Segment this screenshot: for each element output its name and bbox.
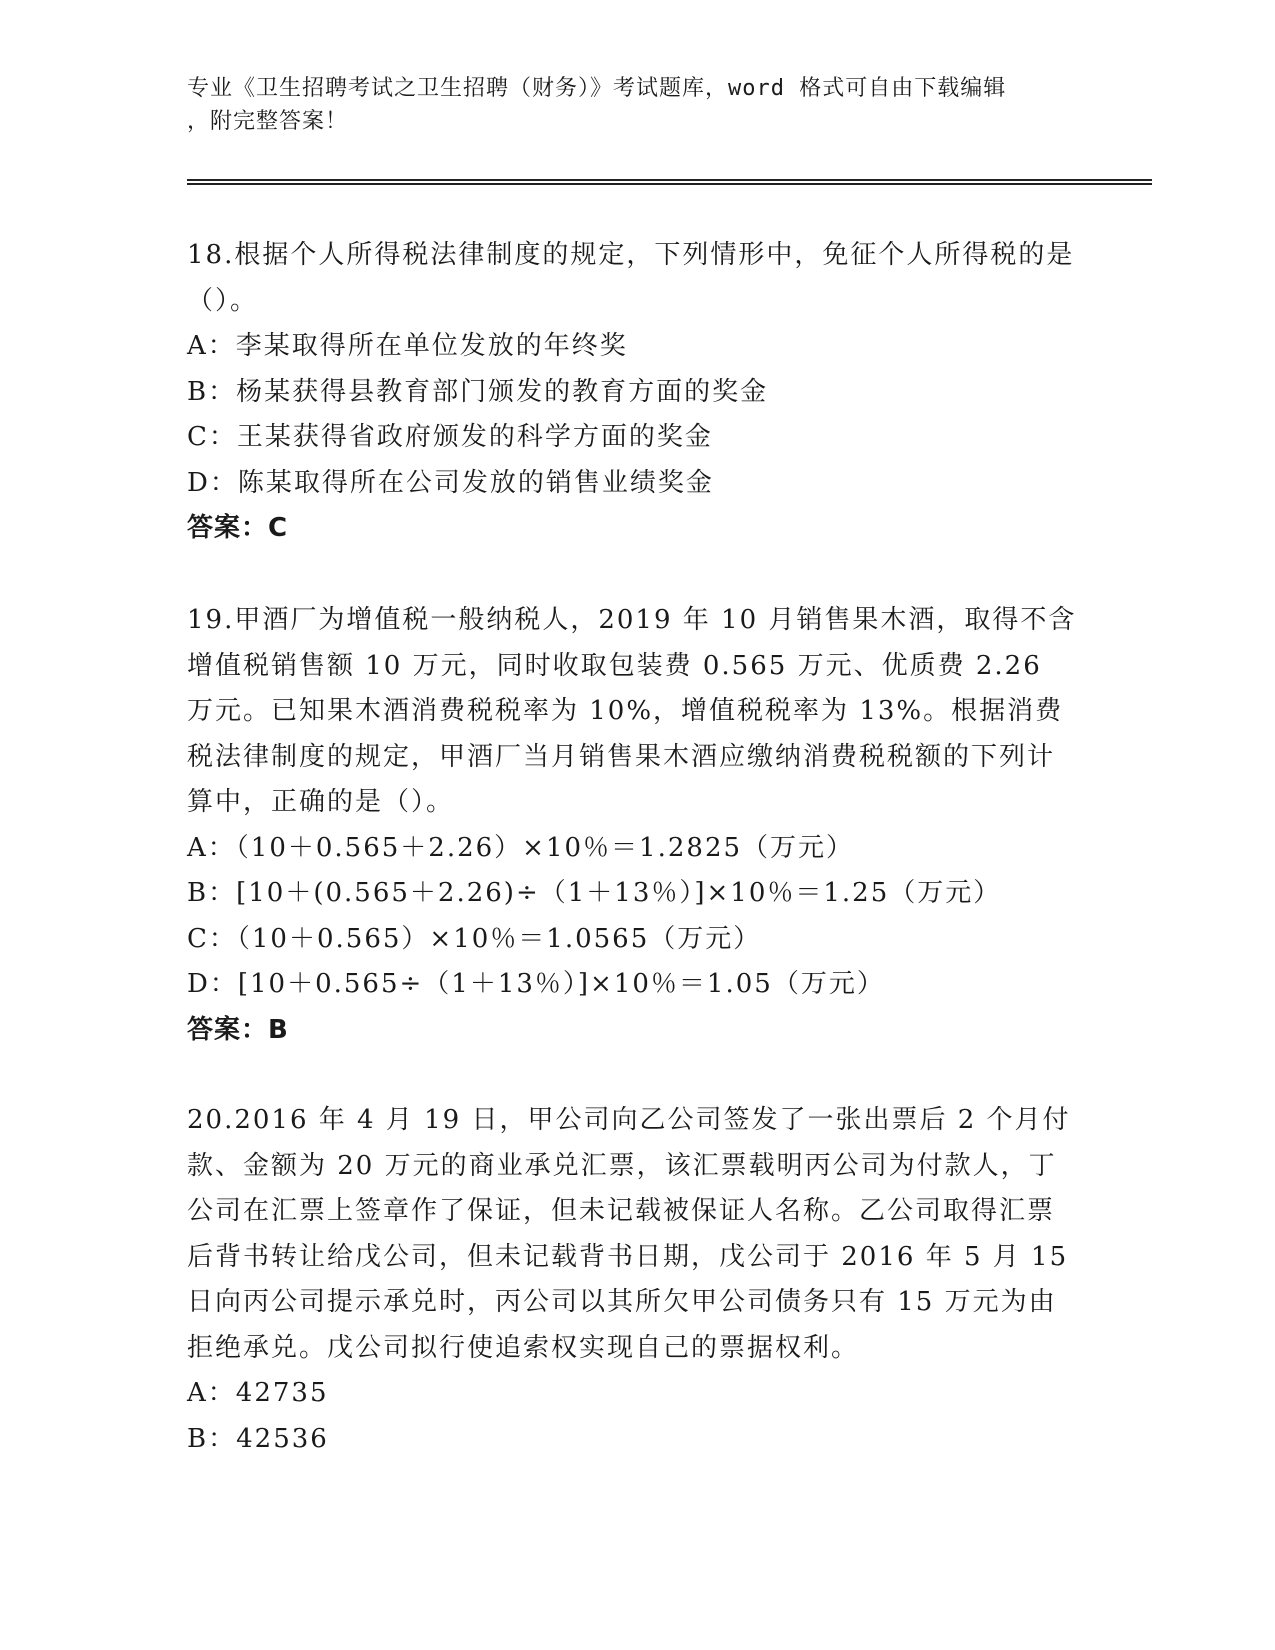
option-a: A：42735 bbox=[187, 1378, 329, 1408]
option-d: D：[10＋0.565÷（1＋13％）]×10％＝1.05（万元） bbox=[187, 969, 885, 999]
option-b: B：42536 bbox=[187, 1423, 329, 1454]
header-divider-bottom bbox=[187, 183, 1152, 185]
option-b: B：杨某获得县教育部门颁发的教育方面的奖金 bbox=[187, 376, 769, 407]
answer-line: 答案：B bbox=[187, 1014, 289, 1045]
question-stem: 19.甲酒厂为增值税一般纳税人，2019 年 10 月销售果木酒，取得不含增值税销售额 10 万元，同时收取包装费 0.565 万元、优质费 2.26 万元。已知果木酒消费税税率为 10%，增值税税率为 13%。根据消费税法律制度的规定，甲酒厂当月销售果木酒应缴纳消费税税额的下列计算中，正确的是（）。 bbox=[187, 605, 1077, 817]
question-20 bbox=[187, 1098, 1077, 1462]
option-b: B：[10＋(0.565＋2.26)÷（1＋13％）]×10％＝1.25（万元） bbox=[187, 878, 1002, 908]
option-c: C：王某获得省政府颁发的科学方面的奖金 bbox=[187, 422, 713, 452]
question-stem: 18.根据个人所得税法律制度的规定，下列情形中，免征个人所得税的是（）。 bbox=[187, 240, 1075, 316]
document-header bbox=[187, 72, 1077, 138]
option-a: A：（10＋0.565＋2.26）×10％＝1.2825（万元） bbox=[187, 832, 855, 863]
question-18 bbox=[187, 233, 1077, 552]
header-line-2: ，附完整答案！ bbox=[187, 109, 349, 134]
answer-line: 答案：C bbox=[187, 513, 289, 543]
header-divider-top bbox=[187, 179, 1152, 181]
question-stem: 20.2016 年 4 月 19 日，甲公司向乙公司签发了一张出票后 2 个月付款、金额为 20 万元的商业承兑汇票，该汇票载明丙公司为付款人，丁公司在汇票上签章作了保证，但未记载被保证人名称。乙公司取得汇票后背书转让给戊公司，但未记载背书日期，戊公司于 2016 年 5 月 15 日向丙公司提示承兑时，丙公司以其所欠甲公司债务只有 15 万元为由拒绝承兑。戊公司拟行使追索权实现自己的票据权利。 bbox=[187, 1105, 1071, 1363]
option-c: C：（10＋0.565）×10％＝1.0565（万元） bbox=[187, 923, 762, 954]
header-line-1: 专业《卫生招聘考试之卫生招聘（财务）》考试题库，word 格式可自由下载编辑 bbox=[187, 76, 1007, 101]
option-d: D：陈某取得所在公司发放的销售业绩奖金 bbox=[187, 467, 714, 498]
option-a: A：李某取得所在单位发放的年终奖 bbox=[187, 331, 628, 361]
question-19 bbox=[187, 598, 1077, 1053]
